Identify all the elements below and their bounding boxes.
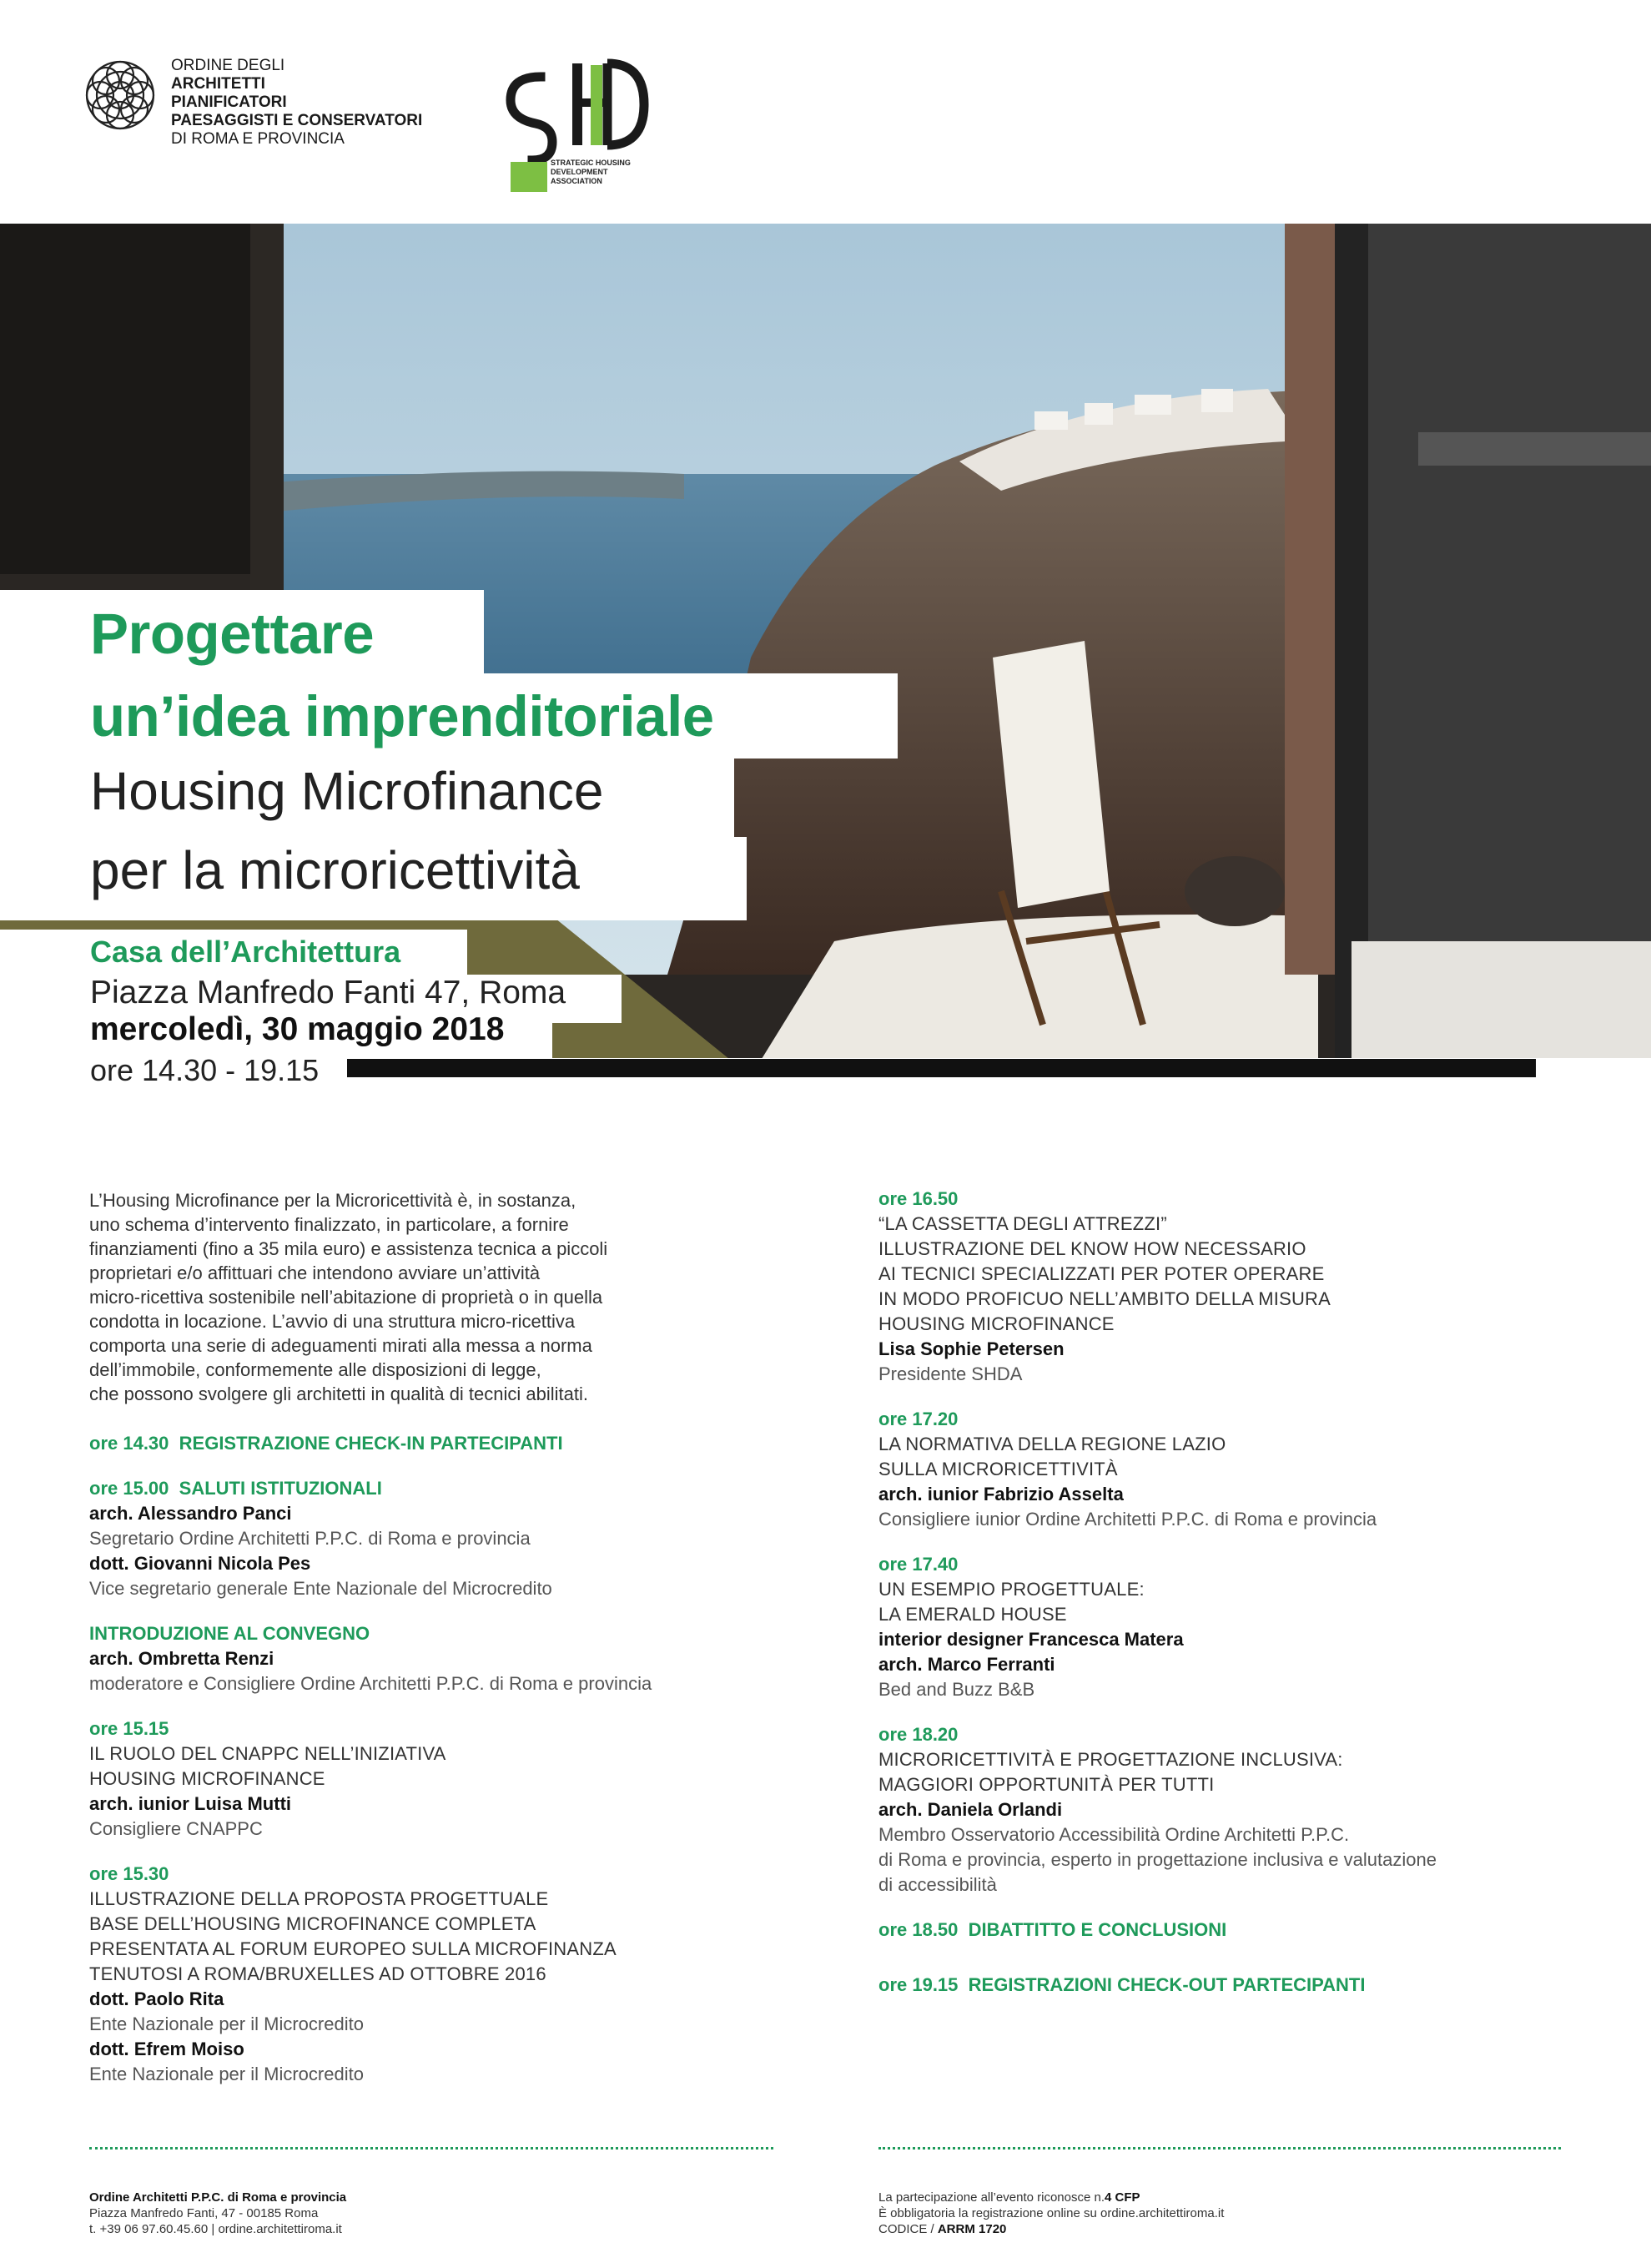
session-title: MICRORICETTIVITÀ E PROGETTAZIONE INCLUSIVA: MAGGIORI OPPORTUNITÀ PER TUTTI bbox=[878, 1749, 1343, 1795]
shd-caption-line: ASSOCIATION bbox=[551, 177, 602, 185]
program-session bbox=[89, 1476, 823, 1601]
footer-registration[interactable]: È obbligatoria la registrazione online su ordine.architettiroma.it bbox=[878, 2206, 1225, 2220]
session-title: LA NORMATIVA DELLA REGIONE LAZIO SULLA MICRORICETTIVITÀ bbox=[878, 1434, 1226, 1479]
session-heading: DIBATTITTO E CONCLUSIONI bbox=[968, 1919, 1227, 1940]
ordine-logo-icon bbox=[83, 58, 157, 132]
event-title-line2: un’idea imprenditoriale bbox=[90, 684, 714, 748]
speaker-role: Consigliere iunior Ordine Architetti P.P.C. di Roma e provincia bbox=[878, 1509, 1377, 1530]
speaker-role: Presidente SHDA bbox=[878, 1363, 1023, 1384]
footer-org-name: Ordine Architetti P.P.C. di Roma e provincia bbox=[89, 2190, 347, 2205]
footer-contacts bbox=[89, 2190, 346, 2237]
program-left-column bbox=[89, 1188, 823, 2107]
session-title: UN ESEMPIO PROGETTUALE: LA EMERALD HOUSE bbox=[878, 1579, 1145, 1625]
session-time: ore 15.00 bbox=[89, 1478, 169, 1499]
speaker-role: Vice segretario generale Ente Nazionale del Microcredito bbox=[89, 1578, 552, 1599]
event-subtitle-line2: per la microricettività bbox=[90, 840, 580, 900]
shd-caption-line: STRATEGIC HOUSING bbox=[551, 159, 631, 167]
session-title: IL RUOLO DEL CNAPPC NELL’INIZIATIVA HOUSING MICROFINANCE bbox=[89, 1743, 446, 1789]
intro-paragraph: L’Housing Microfinance per la Microricettività è, in sostanza, uno schema d’intervento finalizzato, in particolare, a fornire finanziamenti (fino a 35 mila euro) e assistenza tecnica a piccoli proprietari e/o affittuari che intendono avviare un’attività micro-ricettiva sostenibile nell’abitazione di proprietà o in quella condotta in locazione. L’avvio di una struttura micro-ricettiva comporta una serie di adeguamenti mirati alla messa a norma dell’immobile, conformemente alle disposizioni di legge, che possono svolgere gli architetti in qualità di tecnici abilitati. bbox=[89, 1190, 608, 1404]
venue-name: Casa dell’Architettura bbox=[90, 935, 401, 969]
speaker-name: dott. Efrem Moiso bbox=[89, 2039, 244, 2059]
ordine-line: ARCHITETTI bbox=[171, 75, 265, 93]
speaker-name: arch. iunior Fabrizio Asselta bbox=[878, 1484, 1124, 1504]
speaker-role: Segretario Ordine Architetti P.P.C. di Roma e provincia bbox=[89, 1528, 531, 1549]
program-right-column bbox=[878, 1184, 1613, 2018]
session-time: ore 16.50 bbox=[878, 1188, 959, 1209]
speaker-name: Lisa Sophie Petersen bbox=[878, 1338, 1065, 1359]
session-heading: SALUTI ISTITUZIONALI bbox=[179, 1478, 382, 1499]
ordine-line: DI ROMA E PROVINCIA bbox=[171, 130, 345, 148]
credit-name: studio dca bbox=[1567, 1184, 1588, 1277]
session-title: “LA CASSETTA DEGLI ATTREZZI” ILLUSTRAZIONE DEL KNOW HOW NECESSARIO AI TECNICI SPECIALIZZATI PER POTER OPERARE IN MODO PROFICUO NELL’AMBITO DELLA MISURA HOUSING MICROFINANCE bbox=[878, 1213, 1331, 1334]
footer-credits bbox=[878, 2190, 1224, 2237]
footer-code-label: CODICE / bbox=[878, 2222, 938, 2236]
program-session bbox=[89, 1621, 823, 1696]
program-session bbox=[89, 1862, 823, 2087]
speaker-role: Bed and Buzz B&B bbox=[878, 1679, 1035, 1700]
speaker-name: arch. Daniela Orlandi bbox=[878, 1799, 1063, 1820]
program-session bbox=[89, 1431, 823, 1456]
speaker-name: arch. Ombretta Renzi bbox=[89, 1648, 274, 1669]
divider-bar bbox=[347, 1059, 1536, 1077]
speaker-name: arch. Marco Ferranti bbox=[878, 1654, 1055, 1675]
speaker-role: Consigliere CNAPPC bbox=[89, 1818, 263, 1839]
speaker-role: Membro Osservatorio Accessibilità Ordine Architetti P.P.C. di Roma e provincia, esperto in progettazione inclusiva e valutazione di accessibilità bbox=[878, 1824, 1437, 1895]
session-time: ore 15.30 bbox=[89, 1863, 169, 1884]
footer-code-value: ARRM 1720 bbox=[937, 2222, 1007, 2236]
session-heading: REGISTRAZIONI CHECK-OUT PARTECIPANTI bbox=[968, 1974, 1366, 1995]
ordine-line: ORDINE DEGLI bbox=[171, 57, 285, 74]
session-time: ore 15.15 bbox=[89, 1718, 169, 1739]
speaker-name: arch. Alessandro Panci bbox=[89, 1503, 292, 1524]
event-date: mercoledì, 30 maggio 2018 bbox=[90, 1011, 505, 1047]
session-time: ore 17.40 bbox=[878, 1554, 959, 1575]
session-time: ore 18.20 bbox=[878, 1724, 959, 1745]
program-session bbox=[878, 1722, 1613, 1898]
footer-contact[interactable]: t. +39 06 97.60.45.60 | ordine.architettiroma.it bbox=[89, 2222, 342, 2236]
speaker-name: arch. iunior Luisa Mutti bbox=[89, 1793, 292, 1814]
footer-cfp-text: La partecipazione all’evento riconosce n. bbox=[878, 2190, 1105, 2205]
ordine-line: PAESAGGISTI E CONSERVATORI bbox=[171, 112, 423, 129]
program-session bbox=[878, 1407, 1613, 1532]
venue-address: Piazza Manfredo Fanti 47, Roma bbox=[90, 975, 566, 1011]
footer-address: Piazza Manfredo Fanti, 47 - 00185 Roma bbox=[89, 2206, 319, 2220]
event-subtitle-line1: Housing Microfinance bbox=[90, 761, 604, 821]
speaker-role: Ente Nazionale per il Microcredito bbox=[89, 2064, 364, 2084]
session-time: ore 14.30 bbox=[89, 1433, 169, 1454]
shd-caption bbox=[551, 159, 631, 186]
credit-prefix: design bbox=[1545, 1222, 1566, 1277]
session-time: ore 19.15 bbox=[878, 1974, 959, 1995]
session-time: ore 18.50 bbox=[878, 1919, 959, 1940]
event-title-line1: Progettare bbox=[90, 602, 375, 666]
ordine-name bbox=[171, 57, 422, 149]
speaker-name: dott. Giovanni Nicola Pes bbox=[89, 1553, 311, 1574]
footer-divider bbox=[878, 2147, 1561, 2150]
speaker-name: interior designer Francesca Matera bbox=[878, 1629, 1184, 1650]
speaker-role: moderatore e Consigliere Ordine Architetti P.P.C. di Roma e provincia bbox=[89, 1673, 652, 1694]
session-time: ore 17.20 bbox=[878, 1409, 959, 1429]
session-heading: REGISTRAZIONE CHECK-IN PARTECIPANTI bbox=[179, 1433, 563, 1454]
program-session bbox=[878, 1973, 1613, 1998]
program-session bbox=[878, 1552, 1613, 1702]
program-session bbox=[878, 1918, 1613, 1943]
event-hours: ore 14.30 - 19.15 bbox=[90, 1053, 320, 1087]
speaker-name: dott. Paolo Rita bbox=[89, 1988, 224, 2009]
program-session bbox=[878, 1184, 1613, 1387]
ordine-line: PIANIFICATORI bbox=[171, 93, 287, 111]
program-session bbox=[89, 1716, 823, 1842]
session-heading: INTRODUZIONE AL CONVEGNO bbox=[89, 1623, 370, 1644]
footer-cfp-value: 4 CFP bbox=[1105, 2190, 1140, 2205]
shd-caption-line: DEVELOPMENT bbox=[551, 168, 608, 176]
session-title: ILLUSTRAZIONE DELLA PROPOSTA PROGETTUALE BASE DELL’HOUSING MICROFINANCE COMPLETA PRESENTATA AL FORUM EUROPEO SULLA MICROFINANZA TENUTOSI A ROMA/BRUXELLES AD OTTOBRE 2016 bbox=[89, 1888, 617, 1984]
speaker-role: Ente Nazionale per il Microcredito bbox=[89, 2013, 364, 2034]
footer-divider bbox=[89, 2147, 773, 2150]
